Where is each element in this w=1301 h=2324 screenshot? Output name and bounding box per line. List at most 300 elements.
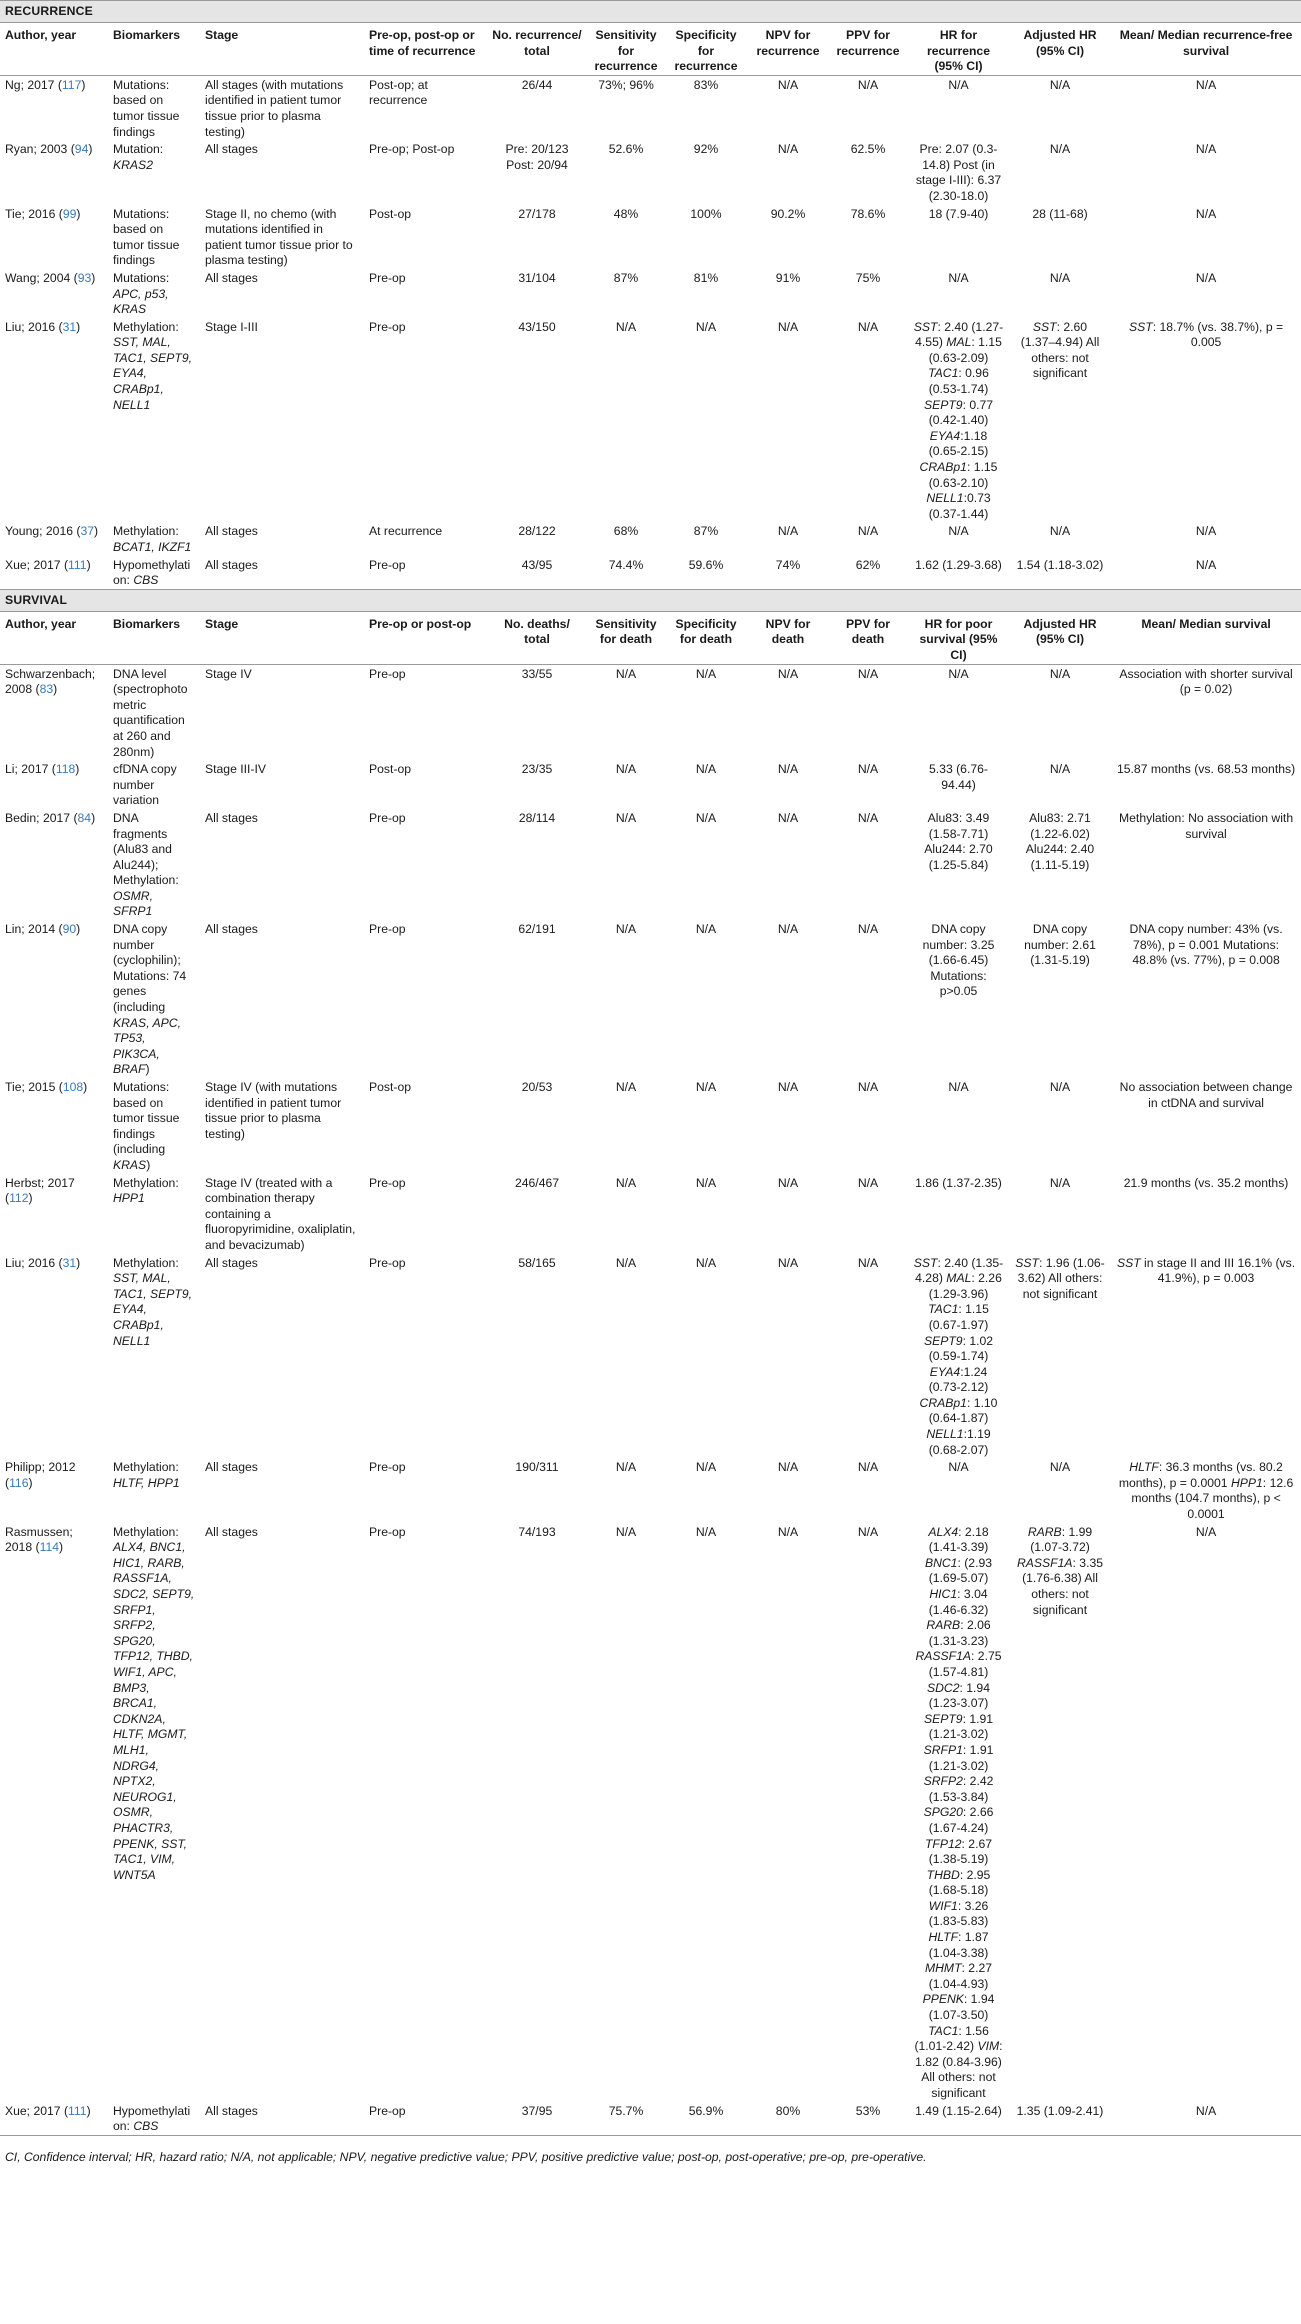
- segment-gene: SST: [1116, 1255, 1141, 1270]
- biomarker-text: Mutation:: [113, 142, 164, 157]
- reference-link: 94: [74, 142, 89, 157]
- hr-cell: [908, 1458, 1009, 1522]
- segment-text: 15.87 months (vs. 68.53 months): [1116, 762, 1296, 777]
- segment-gene: PPENK: [922, 1992, 964, 2007]
- sens-cell: N/A: [615, 922, 637, 937]
- column-header: Sensitivity for recurrence: [588, 23, 664, 76]
- reference-link: 31: [62, 1255, 77, 1270]
- segment-text: : 3.04 (1.46-6.32): [928, 1587, 989, 1617]
- segment-text: N/A: [1049, 142, 1071, 157]
- spec-cell: 81%: [693, 270, 719, 285]
- segment-text: : 18.7% (vs. 38.7%), p = 0.005: [1152, 319, 1284, 350]
- biomarker-gene: SST, MAL, TAC1, SEPT9, EYA4, CRABp1, NELL1: [113, 335, 193, 412]
- segment-text: N/A: [1049, 666, 1071, 681]
- reference-link: 111: [68, 557, 87, 572]
- table-row: [0, 664, 1301, 760]
- segment-text: : 2.67 (1.38-5.19): [928, 1836, 993, 1867]
- table-row: [0, 75, 1301, 140]
- npv-cell: N/A: [777, 77, 799, 92]
- hr-cell: [908, 522, 1009, 555]
- spec-cell: N/A: [695, 1080, 717, 1094]
- reference-link: 114: [39, 1540, 60, 1555]
- biomarker-cell: [108, 1458, 200, 1522]
- column-header: Author, year: [0, 23, 108, 76]
- ppv-cell: N/A: [857, 922, 879, 937]
- n-cell: 20/53: [521, 1080, 553, 1094]
- biomarker-gene: BCAT1, IKZF1: [113, 540, 192, 554]
- n-cell: 37/95: [521, 2103, 553, 2118]
- author-name: Wang; 2004: [5, 270, 71, 285]
- biomarker-text: DNA fragments (Alu83 and Alu244); Methylation:: [113, 810, 179, 888]
- biomarker-cell: [108, 269, 200, 318]
- n-cell: 31/104: [518, 270, 556, 285]
- sens-cell: 48%: [613, 206, 639, 221]
- ppv-cell: 78.6%: [850, 206, 886, 221]
- segment-text: : 12.6 months (104.7 months), p < 0.0001: [1131, 1475, 1294, 1522]
- stage-cell: All stages: [205, 810, 258, 825]
- table-row: [0, 920, 1301, 1078]
- biomarker-gene: HLTF, HPP1: [113, 1475, 180, 1490]
- surv-cell: [1111, 318, 1301, 523]
- biomarker-gene: KRAS, APC, TP53, PIK3CA, BRAF: [113, 1015, 181, 1077]
- n-cell: 58/165: [518, 1255, 556, 1270]
- ppv-cell: N/A: [857, 319, 879, 334]
- author-cell: Bedin; 2017 (84): [5, 810, 96, 825]
- biomarker-gene: KRAS: [113, 1157, 147, 1172]
- biomarker-text: Mutations: based on tumor tissue findings (including: [113, 1080, 180, 1157]
- ppv-cell: N/A: [857, 1255, 879, 1270]
- stage-cell: Stage II, no chemo (with mutations identified in patient tumor tissue prior to plasma testing): [205, 206, 353, 268]
- biomarker-text: ): [145, 1062, 150, 1077]
- segment-gene: RARB: [926, 1618, 961, 1633]
- biomarker-cell: [108, 1174, 200, 1254]
- segment-text: N/A: [1049, 270, 1071, 285]
- ppv-cell: N/A: [857, 666, 879, 681]
- segment-text: :1.24 (0.73-2.12): [928, 1364, 989, 1395]
- reference-link: 116: [9, 1475, 29, 1490]
- biomarker-text: Mutations: based on tumor tissue findings: [113, 77, 180, 139]
- column-header: Specificity for recurrence: [664, 23, 748, 76]
- column-header: No. recurrence/ total: [486, 23, 588, 76]
- hr-cell: [908, 205, 1009, 269]
- author-cell: Philipp; 2012 (116): [5, 1460, 76, 1490]
- segment-text: : 1.96 (1.06-3.62) All others: not significant: [1017, 1255, 1105, 1301]
- segment-text: : 2.40 (1.27-4.55): [915, 319, 1004, 350]
- n-cell: 62/191: [518, 922, 556, 937]
- stage-cell: Stage IV: [205, 666, 252, 681]
- surv-cell: [1111, 1458, 1301, 1522]
- ppv-cell: 53%: [855, 2103, 881, 2118]
- segment-text: : 0.96 (0.53-1.74): [928, 366, 989, 397]
- npv-cell: N/A: [777, 1524, 799, 1539]
- hr-cell: [908, 1174, 1009, 1254]
- table-row: [0, 205, 1301, 269]
- adj-cell: [1009, 75, 1111, 140]
- table-row: [0, 522, 1301, 555]
- biomarker-text: Hypomethylation:: [113, 2103, 191, 2134]
- spec-cell: N/A: [695, 1255, 717, 1270]
- n-cell: 43/95: [521, 557, 553, 572]
- adj-cell: [1009, 809, 1111, 920]
- column-header-row: [0, 23, 1301, 76]
- sens-cell: 87%: [613, 270, 639, 285]
- column-header-row: [0, 611, 1301, 664]
- table-row: [0, 318, 1301, 523]
- biomarker-cell: [108, 1254, 200, 1459]
- reference-link: 93: [77, 270, 92, 285]
- n-cell: 28/122: [518, 524, 556, 539]
- n-cell: 43/150: [518, 319, 556, 334]
- segment-text: 1.35 (1.09-2.41): [1016, 2103, 1104, 2118]
- biomarker-text: cfDNA copy number variation: [113, 762, 177, 808]
- adj-cell: [1009, 269, 1111, 318]
- segment-text: N/A: [1049, 524, 1071, 539]
- segment-text: : 2.95 (1.68-5.18): [928, 1867, 991, 1898]
- stage-cell: All stages: [205, 524, 258, 539]
- author-cell: Schwarzenbach; 2008 (83): [5, 666, 96, 697]
- biomarker-cell: [108, 205, 200, 269]
- segment-text: : 2.75 (1.57-4.81): [928, 1649, 1002, 1679]
- segment-text: : 2.26 (1.29-3.96): [928, 1271, 1002, 1301]
- segment-text: N/A: [1049, 1460, 1071, 1475]
- spec-cell: 59.6%: [688, 557, 724, 572]
- segment-text: N/A: [1049, 77, 1071, 92]
- segment-text: N/A: [948, 1460, 969, 1475]
- adj-cell: [1009, 522, 1111, 555]
- surv-cell: [1111, 522, 1301, 555]
- segment-text: : 1.02 (0.59-1.74): [928, 1333, 994, 1364]
- segment-text: 1.54 (1.18-3.02): [1016, 557, 1104, 572]
- segment-text: N/A: [948, 524, 969, 539]
- biomarker-cell: [108, 75, 200, 140]
- table-row: [0, 1523, 1301, 2102]
- column-header: Mean/ Median recurrence-free survival: [1111, 23, 1301, 76]
- column-header: NPV for recurrence: [748, 23, 828, 76]
- segment-gene: HLTF: [928, 1930, 959, 1945]
- n-cell: 28/114: [518, 810, 556, 825]
- column-header: Adjusted HR (95% CI): [1009, 23, 1111, 76]
- reference-link: 31: [62, 319, 77, 334]
- segment-gene: TAC1: [928, 2023, 959, 2038]
- biomarker-text: Mutations:: [113, 270, 170, 285]
- surv-cell: [1111, 760, 1301, 809]
- segment-text: N/A: [1049, 762, 1071, 777]
- segment-text: Alu83: 2.71 (1.22-6.02) Alu244: 2.40 (1.11-5.19): [1025, 810, 1095, 872]
- segment-text: : 2.27 (1.04-4.93): [928, 1961, 993, 1991]
- segment-gene: SST: [1015, 1255, 1039, 1270]
- column-header: Stage: [200, 23, 364, 76]
- biomarker-cell: [108, 556, 200, 590]
- surv-cell: [1111, 269, 1301, 318]
- spec-cell: N/A: [695, 1524, 717, 1539]
- surv-cell: [1111, 1254, 1301, 1459]
- biomarker-cell: [108, 664, 200, 760]
- segment-text: Methylation: No association with survival: [1119, 810, 1294, 841]
- npv-cell: N/A: [777, 666, 799, 681]
- segment-text: 28 (11-68): [1032, 206, 1088, 221]
- reference-link: 83: [39, 682, 54, 697]
- spec-cell: N/A: [695, 666, 717, 681]
- segment-text: : 36.3 months (vs. 80.2 months), p = 0.0001: [1118, 1460, 1283, 1490]
- segment-text: N/A: [1195, 1524, 1217, 1539]
- section-title: RECURRENCE: [0, 1, 1301, 23]
- author-cell: Herbst; 2017 (112): [5, 1175, 75, 1206]
- spec-cell: N/A: [695, 762, 717, 777]
- npv-cell: N/A: [777, 524, 799, 539]
- hr-cell: [908, 556, 1009, 590]
- author-cell: Liu; 2016 (31): [5, 1255, 81, 1270]
- author-name: Herbst; 2017: [5, 1175, 75, 1190]
- timing-cell: Pre-op: [369, 1524, 406, 1539]
- stage-cell: All stages: [205, 2103, 258, 2118]
- segment-text: : 3.26 (1.83-5.83): [928, 1898, 989, 1929]
- reference-link: 111: [68, 2103, 87, 2118]
- segment-gene: HPP1: [1230, 1475, 1263, 1490]
- segment-gene: SRFP2: [923, 1774, 963, 1789]
- adj-cell: [1009, 664, 1111, 760]
- stage-cell: All stages: [205, 1524, 258, 1539]
- author-name: Xue; 2017: [5, 557, 61, 572]
- sens-cell: N/A: [615, 319, 637, 334]
- adj-cell: [1009, 318, 1111, 523]
- segment-text: Pre: 2.07 (0.3-14.8) Post (in stage I-III): 6.37 (2.30-18.0): [915, 142, 1002, 203]
- segment-text: : 1.94 (1.07-3.50): [928, 1992, 995, 2023]
- segment-gene: SEPT9: [923, 397, 963, 412]
- column-header: HR for poor survival (95% CI): [908, 611, 1009, 664]
- table-row: [0, 809, 1301, 920]
- biomarker-text: Methylation:: [113, 1524, 179, 1539]
- column-header: PPV for recurrence: [828, 23, 908, 76]
- biomarker-gene: CBS: [133, 573, 159, 588]
- section-header-recurrence: [0, 1, 1301, 23]
- timing-cell: Post-op: [369, 206, 412, 221]
- author-name: Ng; 2017: [5, 77, 55, 92]
- n-cell: 246/467: [514, 1175, 560, 1190]
- author-name: Philipp; 2012: [5, 1460, 76, 1475]
- column-header: PPV for death: [828, 611, 908, 664]
- author-cell: Xue; 2017 (111): [5, 557, 91, 572]
- spec-cell: 92%: [693, 142, 719, 157]
- ppv-cell: N/A: [857, 1080, 879, 1094]
- segment-gene: SEPT9: [923, 1333, 963, 1348]
- biomarker-text: Methylation:: [113, 1175, 179, 1190]
- adj-cell: [1009, 556, 1111, 590]
- spec-cell: N/A: [695, 1460, 717, 1475]
- segment-text: : 1.82 (0.84-3.96) All others: not significant: [915, 2039, 1003, 2100]
- segment-gene: EYA4: [929, 1364, 961, 1379]
- surv-cell: [1111, 1174, 1301, 1254]
- npv-cell: N/A: [777, 1460, 799, 1475]
- npv-cell: N/A: [777, 762, 799, 777]
- reference-link: 84: [77, 810, 92, 825]
- ppv-cell: N/A: [857, 762, 879, 777]
- segment-gene: SEPT9: [923, 1711, 963, 1726]
- segment-text: N/A: [1195, 142, 1217, 157]
- segment-text: N/A: [1195, 557, 1217, 572]
- segment-text: : 2.66 (1.67-4.24): [928, 1805, 994, 1835]
- segment-text: 18 (7.9-40): [928, 206, 989, 221]
- segment-text: : 1.15 (0.67-1.97): [928, 1302, 989, 1332]
- npv-cell: 91%: [775, 270, 801, 285]
- adj-cell: [1009, 1078, 1111, 1174]
- stage-cell: All stages: [205, 922, 258, 937]
- segment-text: N/A: [948, 1080, 969, 1094]
- ppv-cell: N/A: [857, 77, 879, 92]
- column-header: Author, year: [0, 611, 108, 664]
- segment-gene: CRABp1: [919, 1395, 967, 1410]
- segment-text: 1.62 (1.29-3.68): [915, 557, 1002, 572]
- segment-text: : 1.91 (1.21-3.02): [928, 1711, 994, 1742]
- segment-text: : 1.99 (1.07-3.72): [1030, 1524, 1093, 1555]
- spec-cell: N/A: [695, 319, 717, 334]
- n-cell: 23/35: [521, 762, 553, 777]
- timing-cell: Pre-op: [369, 1460, 406, 1475]
- segment-gene: NELL1: [926, 1427, 964, 1442]
- surv-cell: [1111, 556, 1301, 590]
- biomarker-text: Methylation:: [113, 1460, 179, 1475]
- adj-cell: [1009, 205, 1111, 269]
- spec-cell: N/A: [695, 1175, 717, 1190]
- author-name: Tie; 2016: [5, 206, 56, 221]
- column-header: Adjusted HR (95% CI): [1009, 611, 1111, 664]
- segment-gene: MAL: [946, 335, 972, 350]
- timing-cell: Pre-op: [369, 270, 406, 285]
- segment-text: N/A: [1195, 270, 1217, 285]
- author-cell: Liu; 2016 (31): [5, 319, 81, 334]
- biomarker-text: DNA level (spectrophotometric quantification at 260 and 280nm): [113, 666, 188, 759]
- segment-text: 1.49 (1.15-2.64): [915, 2103, 1002, 2118]
- n-cell: Pre: 20/123 Post: 20/94: [505, 142, 569, 172]
- sens-cell: 68%: [613, 524, 639, 539]
- surv-cell: [1111, 140, 1301, 204]
- biomarker-text: Mutations: based on tumor tissue findings: [113, 206, 180, 268]
- spec-cell: 83%: [693, 77, 719, 92]
- n-cell: 27/178: [518, 206, 556, 221]
- hr-cell: [908, 1523, 1009, 2102]
- spec-cell: N/A: [695, 810, 717, 825]
- timing-cell: At recurrence: [369, 524, 443, 539]
- sens-cell: 74.4%: [608, 557, 644, 572]
- segment-text: : 1.94 (1.23-3.07): [928, 1680, 990, 1711]
- stage-cell: Stage I-III: [205, 319, 258, 334]
- segment-text: N/A: [1195, 524, 1217, 539]
- ppv-cell: 62%: [855, 557, 881, 572]
- segment-text: N/A: [1049, 1175, 1071, 1190]
- segment-text: : 3.35 (1.76-6.38) All others: not significant: [1022, 1555, 1104, 1617]
- adj-cell: [1009, 2102, 1111, 2135]
- n-cell: 190/311: [515, 1460, 559, 1475]
- sens-cell: N/A: [615, 1175, 637, 1190]
- author-cell: Lin; 2014 (90): [5, 922, 81, 937]
- npv-cell: 90.2%: [770, 206, 806, 221]
- segment-text: N/A: [1049, 1080, 1071, 1094]
- timing-cell: Post-op; at recurrence: [369, 77, 428, 108]
- sens-cell: N/A: [615, 1460, 637, 1475]
- author-cell: Young; 2016 (37): [5, 524, 99, 539]
- biomarker-text: Methylation:: [113, 319, 179, 334]
- segment-text: DNA copy number: 2.61 (1.31-5.19): [1024, 922, 1096, 968]
- timing-cell: Pre-op: [369, 557, 406, 572]
- biomarker-text: Methylation:: [113, 1255, 179, 1270]
- surv-cell: [1111, 664, 1301, 760]
- sens-cell: N/A: [615, 1524, 637, 1539]
- spec-cell: 56.9%: [688, 2103, 724, 2118]
- n-cell: 26/44: [521, 77, 553, 92]
- reference-link: 112: [9, 1191, 29, 1206]
- npv-cell: N/A: [777, 922, 799, 937]
- segment-gene: RASSF1A: [915, 1649, 972, 1664]
- segment-gene: SST: [1032, 319, 1057, 334]
- ppv-cell: N/A: [857, 1175, 879, 1190]
- segment-gene: ALX4: [928, 1524, 959, 1539]
- segment-gene: THBD: [926, 1867, 960, 1882]
- segment-gene: VIM: [977, 2039, 1000, 2054]
- author-name: Li; 2017: [5, 762, 49, 777]
- author-name: Lin; 2014: [5, 922, 56, 937]
- biomarker-cell: [108, 1523, 200, 2102]
- author-cell: Xue; 2017 (111): [5, 2103, 91, 2118]
- author-cell: Ng; 2017 (117): [5, 77, 86, 92]
- hr-cell: [908, 318, 1009, 523]
- segment-gene: MHMT: [924, 1961, 962, 1976]
- reference-link: 90: [62, 922, 77, 937]
- reference-link: 37: [80, 524, 95, 539]
- ppv-cell: 75%: [855, 270, 881, 285]
- stage-cell: All stages (with mutations identified in patient tumor tissue prior to plasma testing): [205, 77, 344, 139]
- segment-text: DNA copy number: 3.25 (1.66-6.45) Mutations: p>0.05: [922, 922, 995, 999]
- stage-cell: Stage IV (treated with a combination therapy containing a fluoropyrimidine, oxaliplatin, and bevacizumab): [205, 1175, 356, 1252]
- stage-cell: Stage IV (with mutations identified in patient tumor tissue prior to plasma testing): [205, 1080, 342, 1141]
- hr-cell: [908, 1254, 1009, 1459]
- author-name: Xue; 2017: [5, 2103, 61, 2118]
- timing-cell: Pre-op: [369, 810, 406, 825]
- hr-cell: [908, 140, 1009, 204]
- hr-cell: [908, 809, 1009, 920]
- npv-cell: N/A: [777, 1255, 799, 1270]
- author-cell: Wang; 2004 (93): [5, 270, 96, 285]
- segment-text: N/A: [948, 270, 969, 285]
- segment-text: DNA copy number: 43% (vs. 78%), p = 0.001 Mutations: 48.8% (vs. 77%), p = 0.008: [1129, 922, 1283, 968]
- segment-text: : 0.77 (0.42-1.40): [928, 397, 994, 428]
- segment-text: :1.18 (0.65-2.15): [928, 428, 989, 459]
- spec-cell: 87%: [693, 524, 719, 539]
- section-title: SURVIVAL: [0, 589, 1301, 611]
- author-cell: Tie; 2015 (108): [5, 1080, 88, 1094]
- stage-cell: All stages: [205, 1255, 258, 1270]
- segment-gene: TAC1: [928, 366, 959, 381]
- column-header: Pre-op or post-op: [364, 611, 486, 664]
- segment-gene: SST: [913, 319, 938, 334]
- author-name: Young; 2016: [5, 524, 74, 539]
- biomarker-gene: APC, p53, KRAS: [113, 286, 169, 317]
- table-row: [0, 1174, 1301, 1254]
- segment-text: No association between change in ctDNA and survival: [1119, 1080, 1293, 1110]
- npv-cell: N/A: [777, 1175, 799, 1190]
- segment-text: : (2.93 (1.69-5.07): [928, 1555, 993, 1586]
- author-cell: Tie; 2016 (99): [5, 206, 81, 221]
- table-row: [0, 1078, 1301, 1174]
- npv-cell: 80%: [775, 2103, 801, 2118]
- author-name: Liu; 2016: [5, 319, 56, 334]
- column-header: Stage: [200, 611, 364, 664]
- table-body: [0, 1, 1301, 2135]
- adj-cell: [1009, 140, 1111, 204]
- segment-text: : 2.40 (1.35-4.28): [915, 1255, 1004, 1286]
- table-row: [0, 269, 1301, 318]
- npv-cell: 74%: [775, 557, 801, 572]
- segment-text: : 1.10 (0.64-1.87): [928, 1395, 998, 1426]
- adj-cell: [1009, 1254, 1111, 1459]
